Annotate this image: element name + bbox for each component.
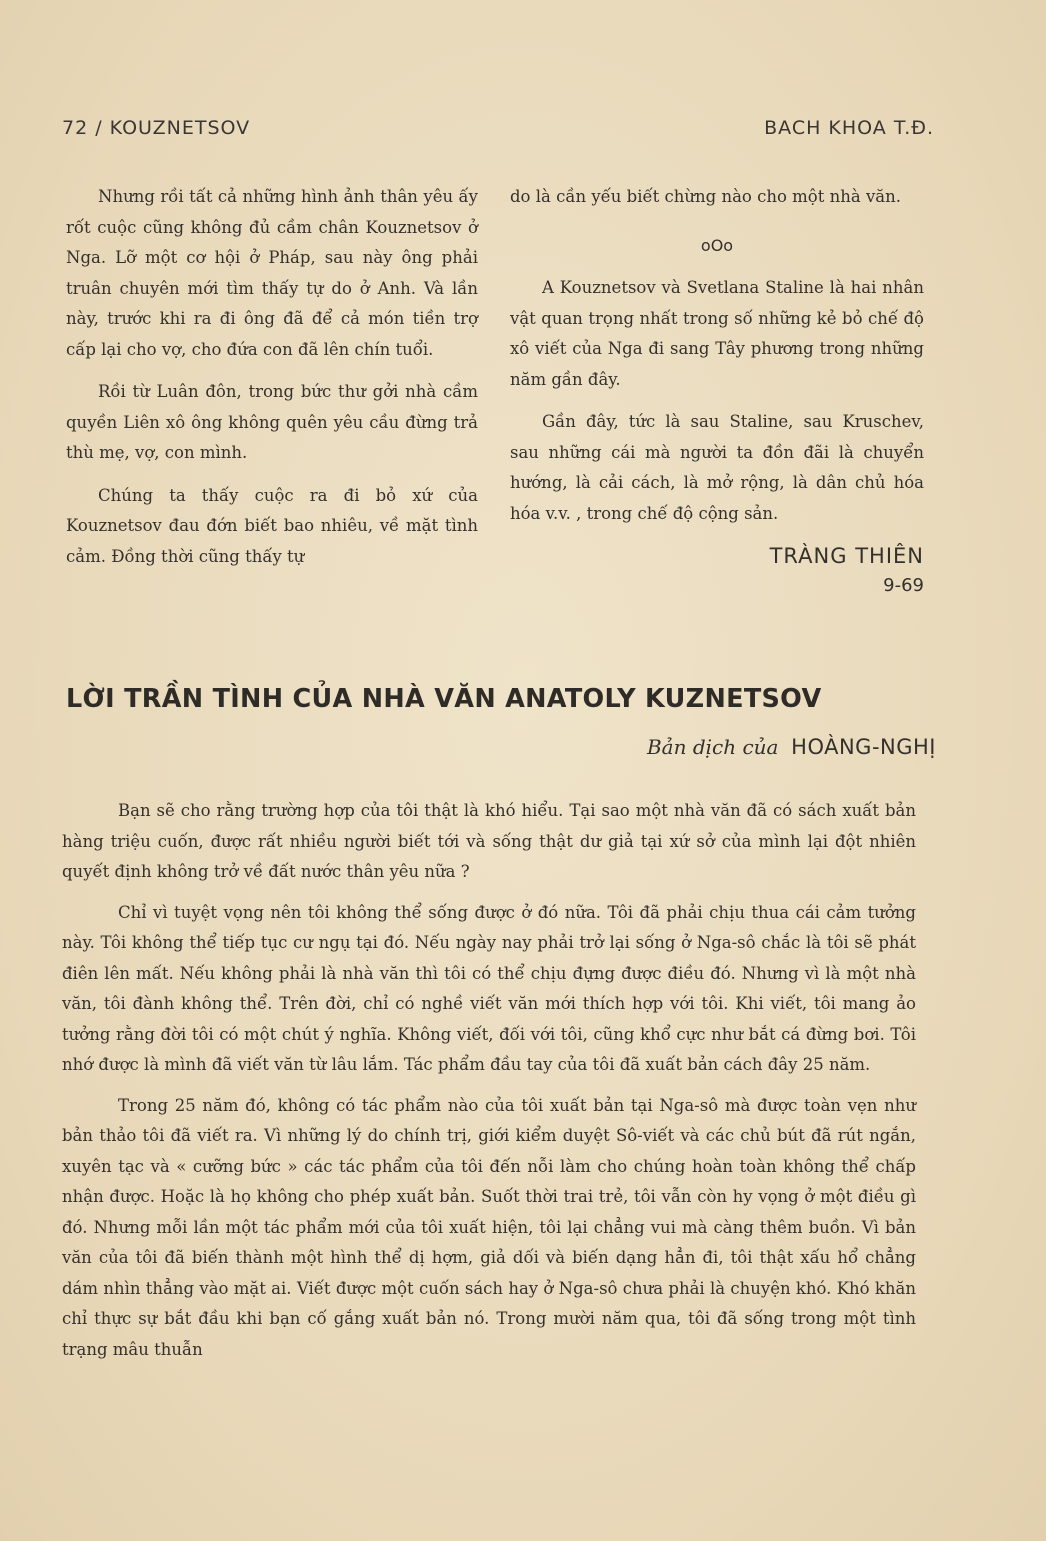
left-paragraph-3: Chúng ta thấy cuộc ra đi bỏ xứ của Kouznetsov đau đớn biết bao nhiêu, về mặt tình cảm. Đồng thời cũng thấy tự [66,485,478,566]
section-separator: oOo [700,235,734,255]
translator-byline [647,735,936,759]
right-continuation: do là cần yếu biết chừng nào cho một nhà văn. [510,187,901,206]
article-body [62,796,916,1375]
article-title: LỜI TRẦN TÌNH CỦA NHÀ VĂN ANATOLY KUZNETSOV [66,684,822,714]
body-paragraph-1: Bạn sẽ cho rằng trường hợp của tôi thật là khó hiểu. Tại sao một nhà văn đã có sách xuất bản hàng triệu cuốn, được rất nhiều người biết tới và sống thật dư giả tại xứ sở của mình lại đột nhiên quyết định không trở về đất nước thân yêu nữa ? [62,801,916,881]
running-head-left: 72 / KOUZNETSOV [62,117,251,139]
body-paragraph-3: Trong 25 năm đó, không có tác phẩm nào của tôi xuất bản tại Nga-sô mà được toàn vẹn như bản thảo tôi đã viết ra. Vì những lý do chính trị, giới kiểm duyệt Sô-viết và các chủ bút đã rút ngắn, xuyên tạc và « cưỡng bức » các tác phẩm của tôi đến nỗi làm cho chúng hoàn toàn không thể chấp nhận được. Hoặc là họ không cho phép xuất bản. Suốt thời trai trẻ, tôi vẫn còn hy vọng ở một điều gì đó. Nhưng mỗi lần một tác phẩm mới của tôi xuất hiện, tôi lại chẳng vui mà càng thêm buồn. Vì bản văn của tôi đã biến thành một hình thể dị hợm, giả dối và biến dạng hẳn đi, tôi thật xấu hổ chẳng dám nhìn thẳng vào mặt ai. Viết được một cuốn sách hay ở Nga-sô chưa phải là chuyện khó. Khó khăn chỉ thực sự bắt đầu khi bạn cố gắng xuất bản nó. Trong mười năm qua, tôi đã sống trong một tình trạng mâu thuẫn [62,1095,916,1359]
signature-date: 9-69 [883,575,924,596]
translator-name: HOÀNG-NGHỊ [791,735,936,759]
left-paragraph-2: Rồi từ Luân đôn, trong bức thư gởi nhà cầm quyền Liên xô ông không quên yêu cầu đừng trả thù mẹ, vợ, con mình. [66,382,478,462]
right-paragraph-2: Gần đây, tức là sau Staline, sau Kruschev, sau những cái mà người ta đồn đãi là chuyển hướng, là cải cách, là mở rộng, là dân chủ hóa hóa v.v. , trong chế độ cộng sản. [510,412,924,523]
right-paragraph-1: A Kouznetsov và Svetlana Staline là hai nhân vật quan trọng nhất trong số những kẻ bỏ chế độ xô viết của Nga đi sang Tây phương trong những năm gần đây. [510,278,924,389]
byline-prefix: Bản dịch của [646,735,779,759]
left-column [66,182,478,584]
author-signature: TRÀNG THIÊN [769,544,924,568]
running-head-right: BACH KHOA T.Đ. [764,117,934,139]
left-paragraph-1: Nhưng rồi tất cả những hình ảnh thân yêu ấy rốt cuộc cũng không đủ cầm chân Kouznetsov ở Nga. Lỡ một cơ hội ở Pháp, sau này ông phải truân chuyên mới tìm thấy tự do ở Anh. Và lần này, trước khi ra đi ông đã để cả món tiền trợ cấp lại cho vợ, cho đứa con đã lên chín tuổi. [66,187,478,359]
page-header [62,117,934,139]
body-paragraph-2: Chỉ vì tuyệt vọng nên tôi không thể sống được ở đó nữa. Tôi đã phải chịu thua cái cảm tưởng này. Tôi không thể tiếp tục cư ngụ tại đó. Nếu ngày nay phải trở lại sống ở Nga-sô chắc là tôi sẽ phát điên lên mất. Nếu không phải là nhà văn thì tôi có thể chịu đựng được điều đó. Nhưng vì là một nhà văn, tôi đành không thể. Trên đời, chỉ có nghề viết văn mới thích hợp với tôi. Khi viết, tôi mang ảo tưởng rằng đời tôi có một chút ý nghĩa. Không viết, đối với tôi, cũng khổ cực như bắt cá đừng bơi. Tôi nhớ được là mình đã viết văn từ lâu lắm. Tác phẩm đầu tay của tôi đã xuất bản cách đây 25 năm. [62,902,916,1074]
right-column [510,182,924,601]
